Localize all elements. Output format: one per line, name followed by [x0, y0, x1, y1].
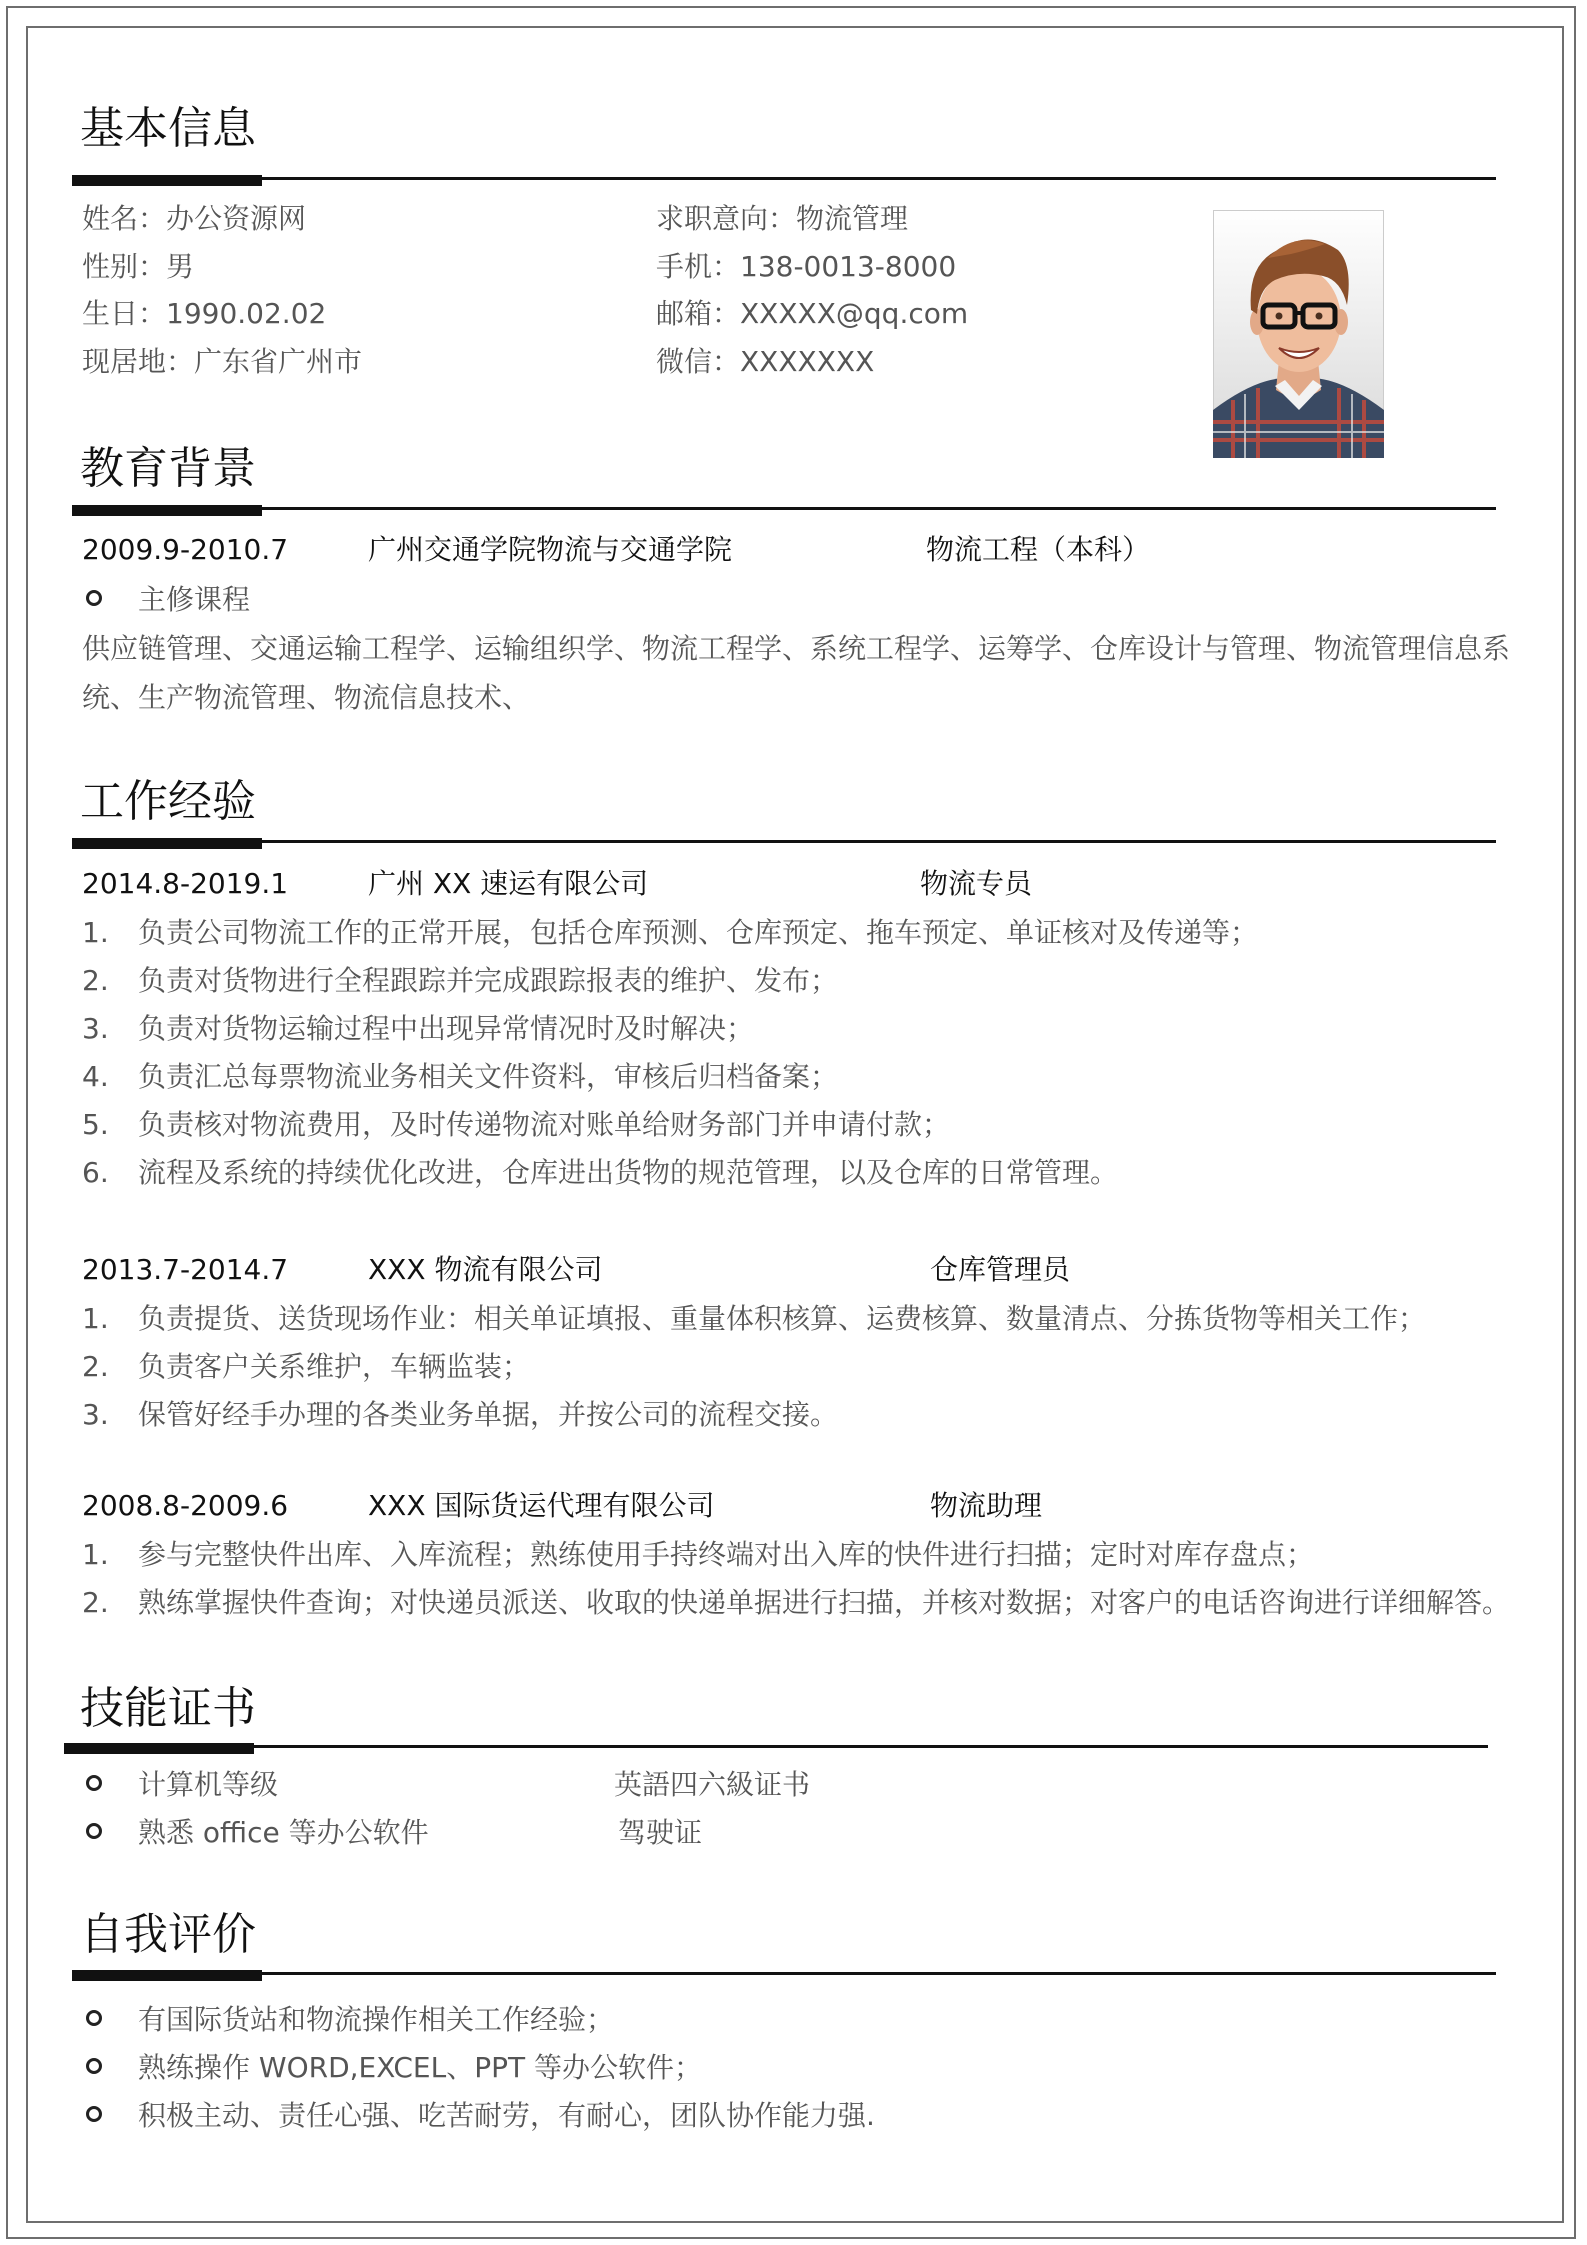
skill-item: 熟悉 office 等办公软件	[138, 1816, 429, 1849]
info-birth: 生日：1990.02.02	[82, 297, 327, 330]
duty-text: 保管好经手办理的各类业务单据，并按公司的流程交接。	[138, 1398, 839, 1431]
duty-number: 5.	[82, 1108, 109, 1141]
duty-number: 1.	[82, 1302, 109, 1335]
section-divider-accent	[72, 175, 262, 186]
circle-bullet-icon	[86, 2106, 102, 2122]
duty-number: 3.	[82, 1012, 109, 1045]
job-company: 广州 XX 速运有限公司	[368, 867, 649, 900]
education-period: 2009.9-2010.7	[82, 533, 289, 566]
duty-number: 6.	[82, 1156, 109, 1189]
info-name: 姓名：办公资源网	[82, 202, 307, 235]
info-intention: 求职意向：物流管理	[656, 202, 909, 235]
duty-text: 负责对货物运输过程中出现异常情况时及时解决；	[138, 1012, 755, 1045]
job-title: 物流专员	[920, 867, 1033, 900]
section-title-education: 教育背景	[80, 443, 256, 494]
circle-bullet-icon	[86, 1823, 102, 1839]
job-title: 物流助理	[930, 1489, 1043, 1522]
duty-text: 流程及系统的持续优化改进，仓库进出货物的规范管理，以及仓库的日常管理。	[138, 1156, 1119, 1189]
section-title-skills: 技能证书	[80, 1683, 256, 1734]
section-divider-accent	[72, 838, 262, 849]
self-eval-item: 熟练操作 WORD,EXCEL、PPT 等办公软件；	[138, 2051, 702, 2084]
education-courses-cont: 统、生产物流管理、物流信息技术、	[82, 681, 531, 714]
duty-text: 负责对货物进行全程跟踪并完成跟踪报表的维护、发布；	[138, 964, 839, 997]
section-title-basic-info: 基本信息	[80, 103, 256, 154]
info-wechat: 微信：XXXXXXX	[656, 345, 875, 378]
duty-number: 1.	[82, 916, 109, 949]
duty-number: 3.	[82, 1398, 109, 1431]
section-divider	[72, 507, 1496, 510]
duty-text: 负责核对物流费用，及时传递物流对账单给财务部门并申请付款；	[138, 1108, 951, 1141]
education-courses: 供应链管理、交通运输工程学、运输组织学、物流工程学、系统工程学、运筹学、仓库设计与管理、物流管理信息系	[82, 632, 1511, 665]
job-title: 仓库管理员	[930, 1253, 1071, 1286]
profile-photo-image	[1213, 210, 1384, 458]
circle-bullet-icon	[86, 2010, 102, 2026]
section-divider	[72, 1972, 1496, 1975]
section-divider-accent	[72, 505, 262, 516]
skill-item: 英語四六級证书	[614, 1768, 811, 1801]
self-eval-item: 有国际货站和物流操作相关工作经验；	[138, 2003, 615, 2036]
profile-photo	[1213, 210, 1384, 458]
duty-text: 负责汇总每票物流业务相关文件资料，审核后归档备案；	[138, 1060, 839, 1093]
section-divider	[64, 1745, 1488, 1748]
info-gender: 性别：男	[82, 250, 195, 283]
circle-bullet-icon	[86, 590, 102, 606]
circle-bullet-icon	[86, 2058, 102, 2074]
duty-text: 负责提货、送货现场作业：相关单证填报、重量体积核算、运费核算、数量清点、分拣货物等相关工作；	[138, 1302, 1427, 1335]
skill-item: 计算机等级	[138, 1768, 279, 1801]
info-phone: 手机：138-0013-8000	[656, 250, 957, 283]
duty-number: 2.	[82, 1586, 109, 1619]
duty-number: 2.	[82, 964, 109, 997]
section-divider-accent	[64, 1743, 254, 1754]
job-period: 2013.7-2014.7	[82, 1253, 289, 1286]
section-divider-accent	[72, 1970, 262, 1981]
self-eval-item: 积极主动、责任心强、吃苦耐劳，有耐心，团队协作能力强.	[138, 2099, 875, 2132]
job-company: XXX 物流有限公司	[368, 1253, 603, 1286]
duty-text: 负责公司物流工作的正常开展，包括仓库预测、仓库预定、拖车预定、单证核对及传递等；	[138, 916, 1259, 949]
circle-bullet-icon	[86, 1775, 102, 1791]
info-residence: 现居地：广东省广州市	[82, 345, 363, 378]
duty-number: 2.	[82, 1350, 109, 1383]
section-title-work: 工作经验	[80, 776, 256, 827]
job-company: XXX 国际货运代理有限公司	[368, 1489, 715, 1522]
job-period: 2014.8-2019.1	[82, 867, 289, 900]
section-title-self-eval: 自我评价	[80, 1909, 256, 1960]
duty-number: 1.	[82, 1538, 109, 1571]
duty-number: 4.	[82, 1060, 109, 1093]
skill-item: 驾驶证	[618, 1816, 703, 1849]
education-major: 物流工程（本科）	[926, 533, 1151, 566]
info-email: 邮箱：XXXXX@qq.com	[656, 297, 969, 330]
section-divider	[72, 840, 1496, 843]
job-period: 2008.8-2009.6	[82, 1489, 289, 1522]
duty-text: 参与完整快件出库、入库流程；熟练使用手持终端对出入库的快件进行扫描；定时对库存盘点；	[138, 1538, 1315, 1571]
education-courses-label: 主修课程	[138, 583, 251, 616]
duty-text: 熟练掌握快件查询；对快递员派送、收取的快递单据进行扫描，并核对数据；对客户的电话咨询进行详细解答。	[138, 1586, 1511, 1619]
education-school: 广州交通学院物流与交通学院	[368, 533, 733, 566]
duty-text: 负责客户关系维护，车辆监装；	[138, 1350, 531, 1383]
section-divider	[72, 177, 1496, 180]
